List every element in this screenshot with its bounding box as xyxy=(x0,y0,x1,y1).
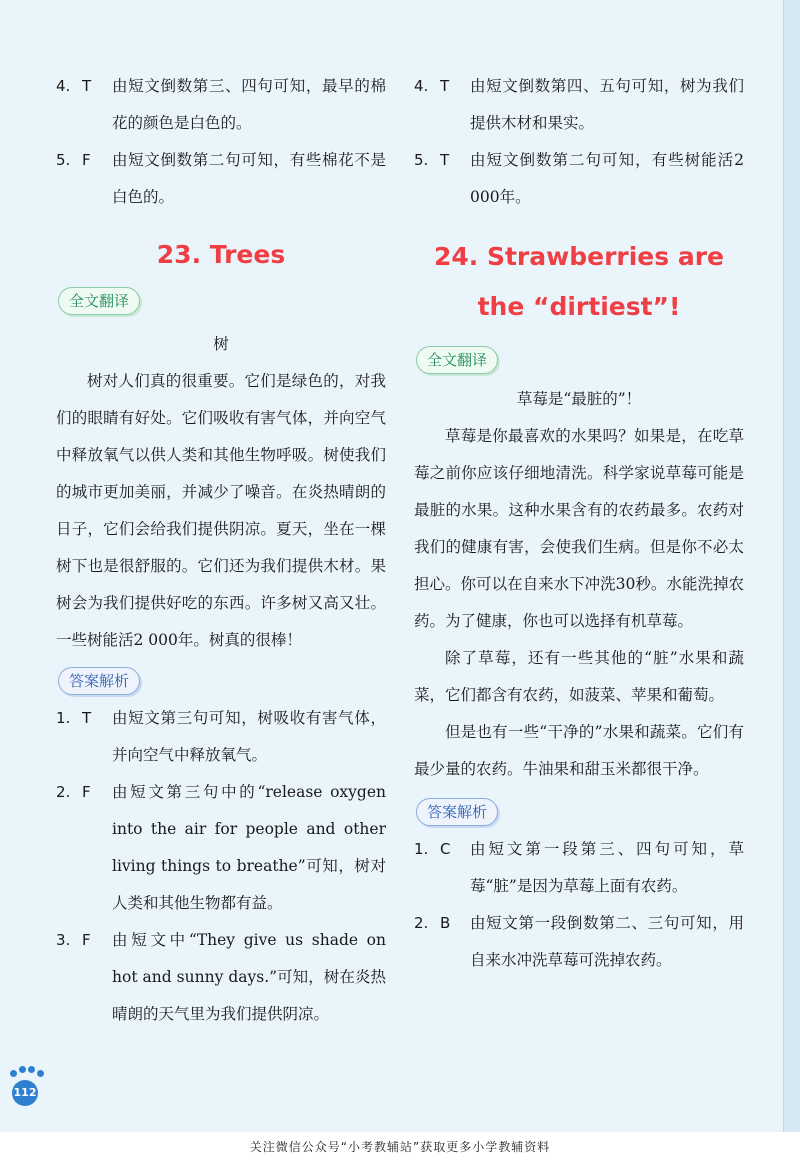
translation-badge: 全文翻译 xyxy=(416,346,498,374)
answer-number: 4. xyxy=(56,77,71,95)
passage-paragraph: 但是也有一些“干净的”水果和蔬菜。它们有最少量的农药。牛油果和甜玉米都很干净。 xyxy=(414,723,744,778)
paw-toe-icon xyxy=(10,1070,17,1077)
answer-key: C xyxy=(440,840,451,858)
title-line-1: 24. Strawberries are xyxy=(433,242,724,271)
paw-toe-icon xyxy=(19,1066,26,1073)
answer-explanation: 由短文倒数第四、五句可知，树为我们提供木材和果实。 xyxy=(470,77,744,132)
answer-number: 1. xyxy=(56,709,71,727)
passage-title: 树 xyxy=(213,335,229,353)
answer-explanation: 由短文第一段倒数第二、三句可知，用自来水冲洗草莓可洗掉农药。 xyxy=(470,914,744,969)
right-column xyxy=(414,68,744,979)
answer-key: F xyxy=(82,931,91,949)
answer-badge: 答案解析 xyxy=(416,798,498,826)
paw-toe-icon xyxy=(37,1070,44,1077)
paw-toe-icon xyxy=(28,1066,35,1073)
answer-explanation: 由短文第一段第三、四句可知，草莓“脏”是因为草莓上面有农药。 xyxy=(470,840,744,895)
passage-paragraph: 除了草莓，还有一些其他的“脏”水果和蔬菜，它们都含有农药，如菠菜、苹果和葡萄。 xyxy=(414,649,744,704)
passage-title: 草莓是“最脏的”！ xyxy=(516,390,642,408)
section-title-trees: 23. Trees xyxy=(156,240,286,269)
left-column xyxy=(56,68,386,1033)
answer-key: B xyxy=(440,914,451,932)
answer-item xyxy=(414,905,744,979)
passage-text: 树对人们真的很重要。它们是绿色的，对我们的眼睛有好处。它们吸收有害气体，并向空气中释放氧气以供人类和其他生物呼吸。树使我们的城市更加美丽，并减少了噪音。在炎热晴朗的日子，它们会给我们提供阴凉。夏天，坐在一棵树下也是很舒服的。它们还为我们提供木材。果树会为我们提供好吃的东西。许多树又高又壮。一些树能活2 000年。树真的很棒！ xyxy=(56,372,386,649)
answer-key: T xyxy=(82,77,92,95)
prev-answer-item xyxy=(56,142,386,216)
answer-explanation: 由短文倒数第三、四句可知，最早的棉花的颜色是白色的。 xyxy=(112,77,386,132)
answer-number: 3. xyxy=(56,931,71,949)
answer-number: 1. xyxy=(414,840,429,858)
prev-answer-item xyxy=(56,68,386,142)
answer-key: T xyxy=(82,709,92,727)
answer-key: T xyxy=(440,151,450,169)
answer-item xyxy=(56,774,386,922)
answer-badge: 答案解析 xyxy=(58,667,140,695)
answer-key: T xyxy=(440,77,450,95)
answer-explanation: 由短文第三句中的“release oxygen into the air for people and other living things to breathe”可知，树对人类和其他生物都有益。 xyxy=(112,783,386,912)
page-edge xyxy=(783,0,800,1132)
page-number: 112 xyxy=(12,1080,38,1106)
section-title-strawberries xyxy=(414,232,744,332)
footer-note: 关注微信公众号“小考教辅站”获取更多小学教辅资料 xyxy=(249,1140,551,1154)
answer-item xyxy=(414,831,744,905)
title-line-2: the “dirtiest”! xyxy=(477,292,681,321)
answer-item xyxy=(56,922,386,1033)
answer-number: 4. xyxy=(414,77,429,95)
prev-answer-item xyxy=(414,68,744,142)
answer-number: 5. xyxy=(414,151,429,169)
answer-explanation: 由短文中“They give us shade on hot and sunny days.”可知，树在炎热晴朗的天气里为我们提供阴凉。 xyxy=(112,931,386,1023)
answer-number: 5. xyxy=(56,151,71,169)
answer-key: F xyxy=(82,151,91,169)
answer-explanation: 由短文第三句可知，树吸收有害气体，并向空气中释放氧气。 xyxy=(112,709,386,764)
answer-number: 2. xyxy=(414,914,429,932)
prev-answer-item xyxy=(414,142,744,216)
answer-item xyxy=(56,700,386,774)
translation-badge: 全文翻译 xyxy=(58,287,140,315)
answer-explanation: 由短文倒数第二句可知，有些棉花不是白色的。 xyxy=(112,151,386,206)
passage-paragraph: 草莓是你最喜欢的水果吗？如果是，在吃草莓之前你应该仔细地清洗。科学家说草莓可能是最脏的水果。这种水果含有的农药最多。农药对我们的健康有害，会使我们生病。但是你不必太担心。你可以在自来水下冲洗30秒。水能洗掉农药。为了健康，你也可以选择有机草莓。 xyxy=(414,427,744,630)
answer-explanation: 由短文倒数第二句可知，有些树能活2 000年。 xyxy=(470,151,744,206)
answer-key: F xyxy=(82,783,91,801)
answer-number: 2. xyxy=(56,783,71,801)
